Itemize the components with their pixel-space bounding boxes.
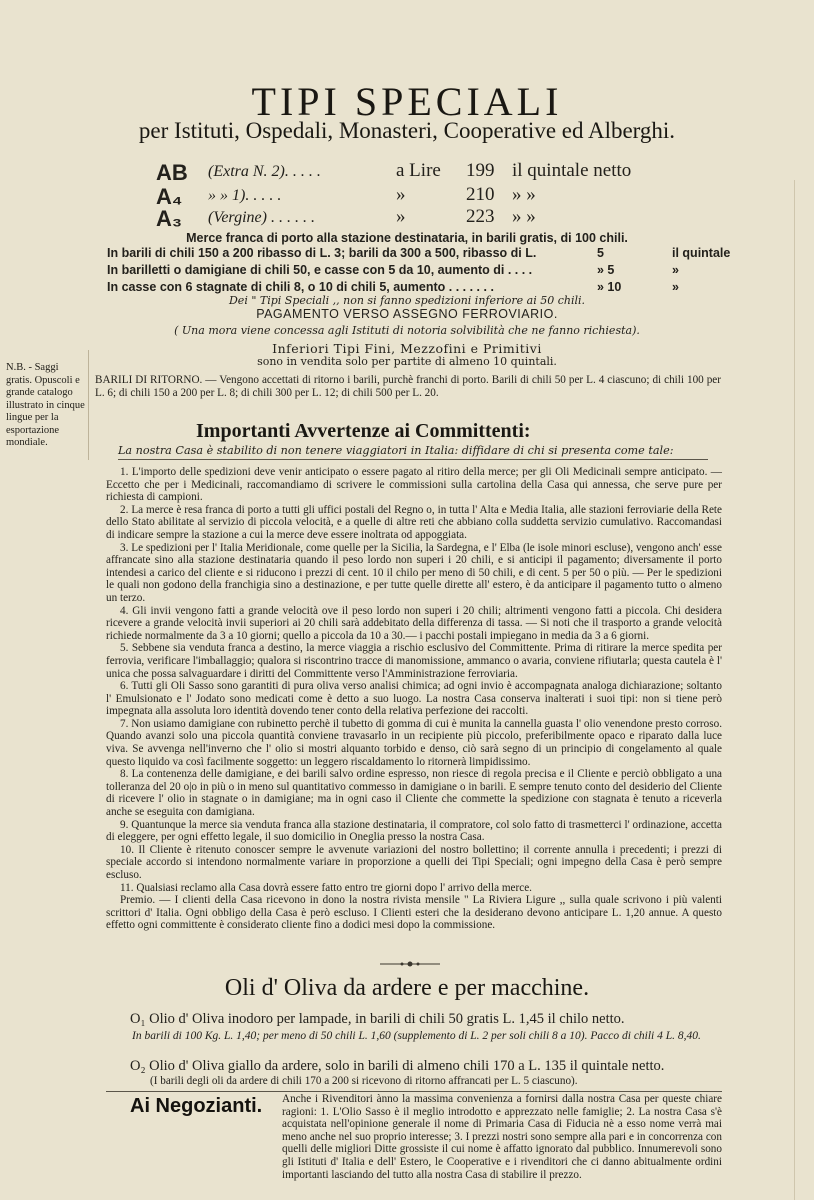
price-desc: (Extra N. 2). . . . . — [208, 163, 321, 180]
page-title: TIPI SPECIALI — [251, 79, 563, 124]
avvertenza-item: 5. Sebbene sia venduta franca a destino, la merce viaggia a rischio esclusivo del Committente. Prima di ritirare la merce spedita per ferrovia, verificare l'imballaggio; qualora si riscontrino tracce di manomissione, ammanco o avaria, conviene rifiutarla; questa cautela è l' unica che possa salvaguardare i diritti del Committente verso l'Amministrazione ferroviaria. — [106, 642, 722, 680]
avvertenza-item: 11. Qualsiasi reclamo alla Casa dovrà essere fatto entro tre giorni dopo l' arrivo della merce. — [120, 881, 532, 894]
avvertenza-item: 7. Non usiamo damigiane con rubinetto perchè il tubetto di gomma di cui è munita la cannella guasta l' olio venendone presto corroso. Quando avanzi solo una piccola quantità conviene travasarlo in un recipiente più piccolo, preferibilmente opaco e riparato dalla luce viva. Se avvenga nell'inverno che l' olio si mostri alquanto torbido e denso, ciò sarà segno di un principio di congelamento al quale questo liquido va così facilmente soggetto: un leggero riscaldamento lo ritornerà limpidissimo. — [106, 717, 722, 768]
discount-line — [107, 263, 707, 277]
oil2-sub: (I barili degli oli da ardere di chili 170 a 200 si ricevono di ritorno affrancati per L. 5 ciascuno). — [150, 1075, 578, 1087]
price-desc: (Vergine) . . . . . . — [208, 209, 315, 226]
price-row-ab — [156, 160, 676, 186]
oil1-sub: In barili di 100 Kg. L. 1,40; per meno di 50 chili L. 1,60 (supplemento di L. 2 per soli chili 8 a 10). Pacco di chili 4 L. 8,40. — [132, 1030, 701, 1042]
discount-tail: il quintale — [672, 246, 731, 260]
inferiori-sub: sono in vendita solo per partite di almeno 10 quintali. — [257, 355, 557, 368]
oil1-main: O₁ Olio d' Oliva inodoro per lampade, in barili di chili 50 gratis L. 1,45 il chilo netto. — [130, 1011, 625, 1027]
price-value: 199 — [466, 160, 495, 181]
negozianti-paragraph: Anche i Rivenditori ànno la massima convenienza a fornirsi dalla nostra Casa per queste chiare ragioni: 1. L'Olio Sasso è il meglio introdotto e apprezzato nelle famiglie; 2. La nostra Casa s'è acquistata nell'opinione generale il nome di Primaria Casa di Fiducia nè a esso nome verrà mai meno anche nel suo proprio interesse; 3. I prezzi nostri sono sempre alla pari e in concorrenza con quelli delle migliori Ditte grossiste il cui nome è affatto ignorato dal pubblico. Innumerevoli sono gli Istituti d' Italia e dell' Estero, le Cooperative e i rivenditori che ci danno abitualmente ordini importanti lasciando del tutto alla nostra Casa di stabilire il prezzo. — [282, 1093, 722, 1181]
page-subtitle: per Istituti, Ospedali, Monasteri, Cooperative ed Alberghi. — [138, 118, 676, 143]
negozianti-text — [106, 1093, 722, 1181]
mora-note: ( Una mora viene concessa agli Istituti di notoria solvibilità che ne fanno richiesta). — [174, 324, 640, 337]
discount-text: In casse con 6 stagnate di chili 8, o 10 di chili 5, aumento . . . . . . . — [107, 280, 494, 294]
price-value: 210 — [466, 184, 495, 205]
inferiori: Inferiori Tipi Fini, Mezzofini e Primitivi — [272, 341, 542, 356]
price-unit: il quintale netto — [512, 160, 632, 181]
oli-title: Oli d' Oliva da ardere e per macchine. — [224, 975, 590, 1001]
avvertenza-item: Premio. — I clienti della Casa ricevono in dono la nostra rivista mensile " La Riviera Ligure ,, sulla quale scrivono i più valenti scrittori d' Italia. Ogni obbligo della Casa è però escluso. I Clienti esteri che la desiderano devono anticipare L. 1,20 annue. A questo effetto ogni committente è considerato cliente fino a dodici mesi dopo la commissione. — [106, 894, 722, 932]
merce-franca: Merce franca di porto alla stazione destinataria, in barili gratis, di 100 chili. — [186, 231, 628, 245]
negozianti-title: Ai Negozianti. — [130, 1095, 263, 1117]
price-value: 223 — [466, 206, 495, 227]
avvertenza-item: 2. La merce è resa franca di porto a tutti gli uffici postali del Regno o, in tutta l' Alta e Media Italia, alle stazioni ferroviarie della Rete dello Stato abilitate al servizio di piccola velocità, e a quelle di altre reti che abbiano colla suddetta servizio cumulativo. Raccomandasi di indicare sempre la stazione a cui la merce deve essere inoltrata od appoggiata. — [106, 503, 722, 541]
price-lire: a Lire — [396, 160, 441, 181]
ornament-divider — [380, 961, 440, 967]
price-code: A₄ — [156, 184, 183, 209]
price-lire: » — [396, 184, 406, 205]
pagamento: PAGAMENTO VERSO ASSEGNO FERROVIARIO. — [256, 307, 558, 321]
barili-ritorno: BARILI DI RITORNO. — Vengono accettati di ritorno i barili, purchè franchi di porto. Barili di chili 50 per L. 4 ciascuno; di chili 100 per L. 6; di chili 150 a 200 per L. 8; di chili 300 per L. 12; di chili 500 per L. 20. — [95, 374, 721, 399]
price-unit: » » — [512, 206, 536, 227]
avvertenze-title: Importanti Avvertenze ai Committenti: — [196, 420, 531, 442]
avvertenza-item: 6. Tutti gli Oli Sasso sono garantiti di pura oliva verso analisi chimica; ad ogni invio è accompagnata analoga dichiarazione; soltanto l' Emulsionato e l' Jodato sono medicati come è detto a suo luogo. La nostra Casa conserva inalterati i suoi tipi: non si tiene però impegnata alla assoluta loro identità dovendo tener conto della relativa perfezione dei raccolti. — [106, 680, 722, 718]
avvertenze-list — [106, 466, 722, 932]
price-lire: » — [396, 206, 406, 227]
price-code: A₃ — [156, 206, 183, 231]
discount-line — [107, 280, 707, 294]
avvertenza-item: 1. L'importo delle spedizioni deve venir anticipato o essere pagato al ritiro della merce; per gli Oli Medicinali sempre anticipato. — Eccetto che per i Medicinali, raccomandiamo di scrivere le commissioni sulla cartolina della Casa qui annessa, che serve pure per richiesta di campioni. — [106, 466, 722, 504]
discount-value: 5 — [597, 246, 604, 260]
discount-line — [107, 246, 731, 260]
divider-line — [118, 459, 708, 460]
price-desc: » » 1). . . . . — [208, 187, 282, 204]
discount-value: » 5 — [597, 263, 615, 277]
oil2-main: O₂ Olio d' Oliva giallo da ardere, solo in barili di almeno chili 170 a L. 135 il quintale netto. — [130, 1058, 665, 1074]
price-unit: » » — [512, 184, 536, 205]
discount-text: In barili di chili 150 a 200 ribasso di L. 3; barili da 300 a 500, ribasso di L. — [107, 246, 537, 260]
avvertenza-item: 10. Il Cliente è ritenuto conoscer sempre le avvenute variazioni del nostro bollettino; il corrente annulla i precedenti; i prezzi di speciale accordo si intendono normalmente variare in proporzione a quelli dei Tipi Speciali; ogni impegno della Casa è però sempre escluso. — [106, 843, 722, 881]
discount-text: In barilletti o damigiane di chili 50, e casse con 5 da 10, aumento di . . . . — [107, 263, 533, 277]
price-row-a3 — [156, 206, 676, 232]
avvertenza-item: 9. Quantunque la merce sia venduta franca alla stazione destinataria, il compratore, col solo fatto di trasmetterci l' ordinazione, accetta di eleggere, per ogni effetto legale, il suo domicilio in Oneglia presso la nostra Casa. — [106, 818, 722, 844]
divider-line — [106, 1091, 722, 1092]
note-spedizioni: Dei " Tipi Speciali ,, non si fanno spedizioni inferiore ai 50 chili. — [228, 294, 586, 307]
avvertenza-item: 4. Gli invii vengono fatti a grande velocità ove il peso lordo non superi i 20 chili; altrimenti vengono fatti a piccola. Chi desidera ricevere a grande velocità invii superiori ai 20 chili sarà addebitato della differenza di tassa. — Si noti che il trasporto a grande velocità richiede normalmente da 3 a 10 giorni; quello a piccola da 10 a 30.— i pacchi postali impiegano in media da 3 a 6 giorni. — [106, 604, 722, 642]
discount-tail: » — [672, 280, 679, 294]
avvertenza-item: 3. Le spedizioni per l' Italia Meridionale, come quelle per la Sicilia, la Sardegna, e l' Elba (le isole minori escluse), vengono anch' esse affrancate sino alla stazione destinataria quando il peso lordo non superi i 20 chili, e si anticipi il pagamento; diversamente il porto intendesi a carico del cliente e si riducono i prezzi di cent. 10 il chilo per meno di 50 chili, e di cent. 5 per 50 o più. — Per le spedizioni le quali non godono della franchigia sino a destinazione, e per tutte quelle dirette all' estero, è da anticipare il pagamento tutto o almeno un terzo. — [106, 541, 722, 604]
discount-value: » 10 — [597, 280, 622, 294]
discount-tail: » — [672, 263, 679, 277]
price-code: AB — [156, 160, 188, 185]
avvertenza-item: 8. La contenenza delle damigiane, e dei barili salvo ordine espresso, non riesce di regola precisa e il Cliente e perciò obbligato a una tolleranza del 20 o|o in più o in meno sul quantitativo commesso in damigiane o in barili. E sempre tenuto conto del desiderio del Cliente di ricevere l' olio in stagnate o in damigiane; ma in ogni caso il Cliente che commette la spedizione con stagnata è tenuto a riceverla anche se eseguita con damigiana. — [106, 768, 722, 819]
avvertenze-subtitle: La nostra Casa è stabilito di non tenere viaggiatori in Italia: diffidare di chi si presenta come tale: — [118, 444, 674, 457]
nb-sidebar-note: N.B. - Saggi gratis. Opuscoli e grande catalogo illustrato in cinque lingue per la esportazione mondiale. — [6, 362, 85, 448]
